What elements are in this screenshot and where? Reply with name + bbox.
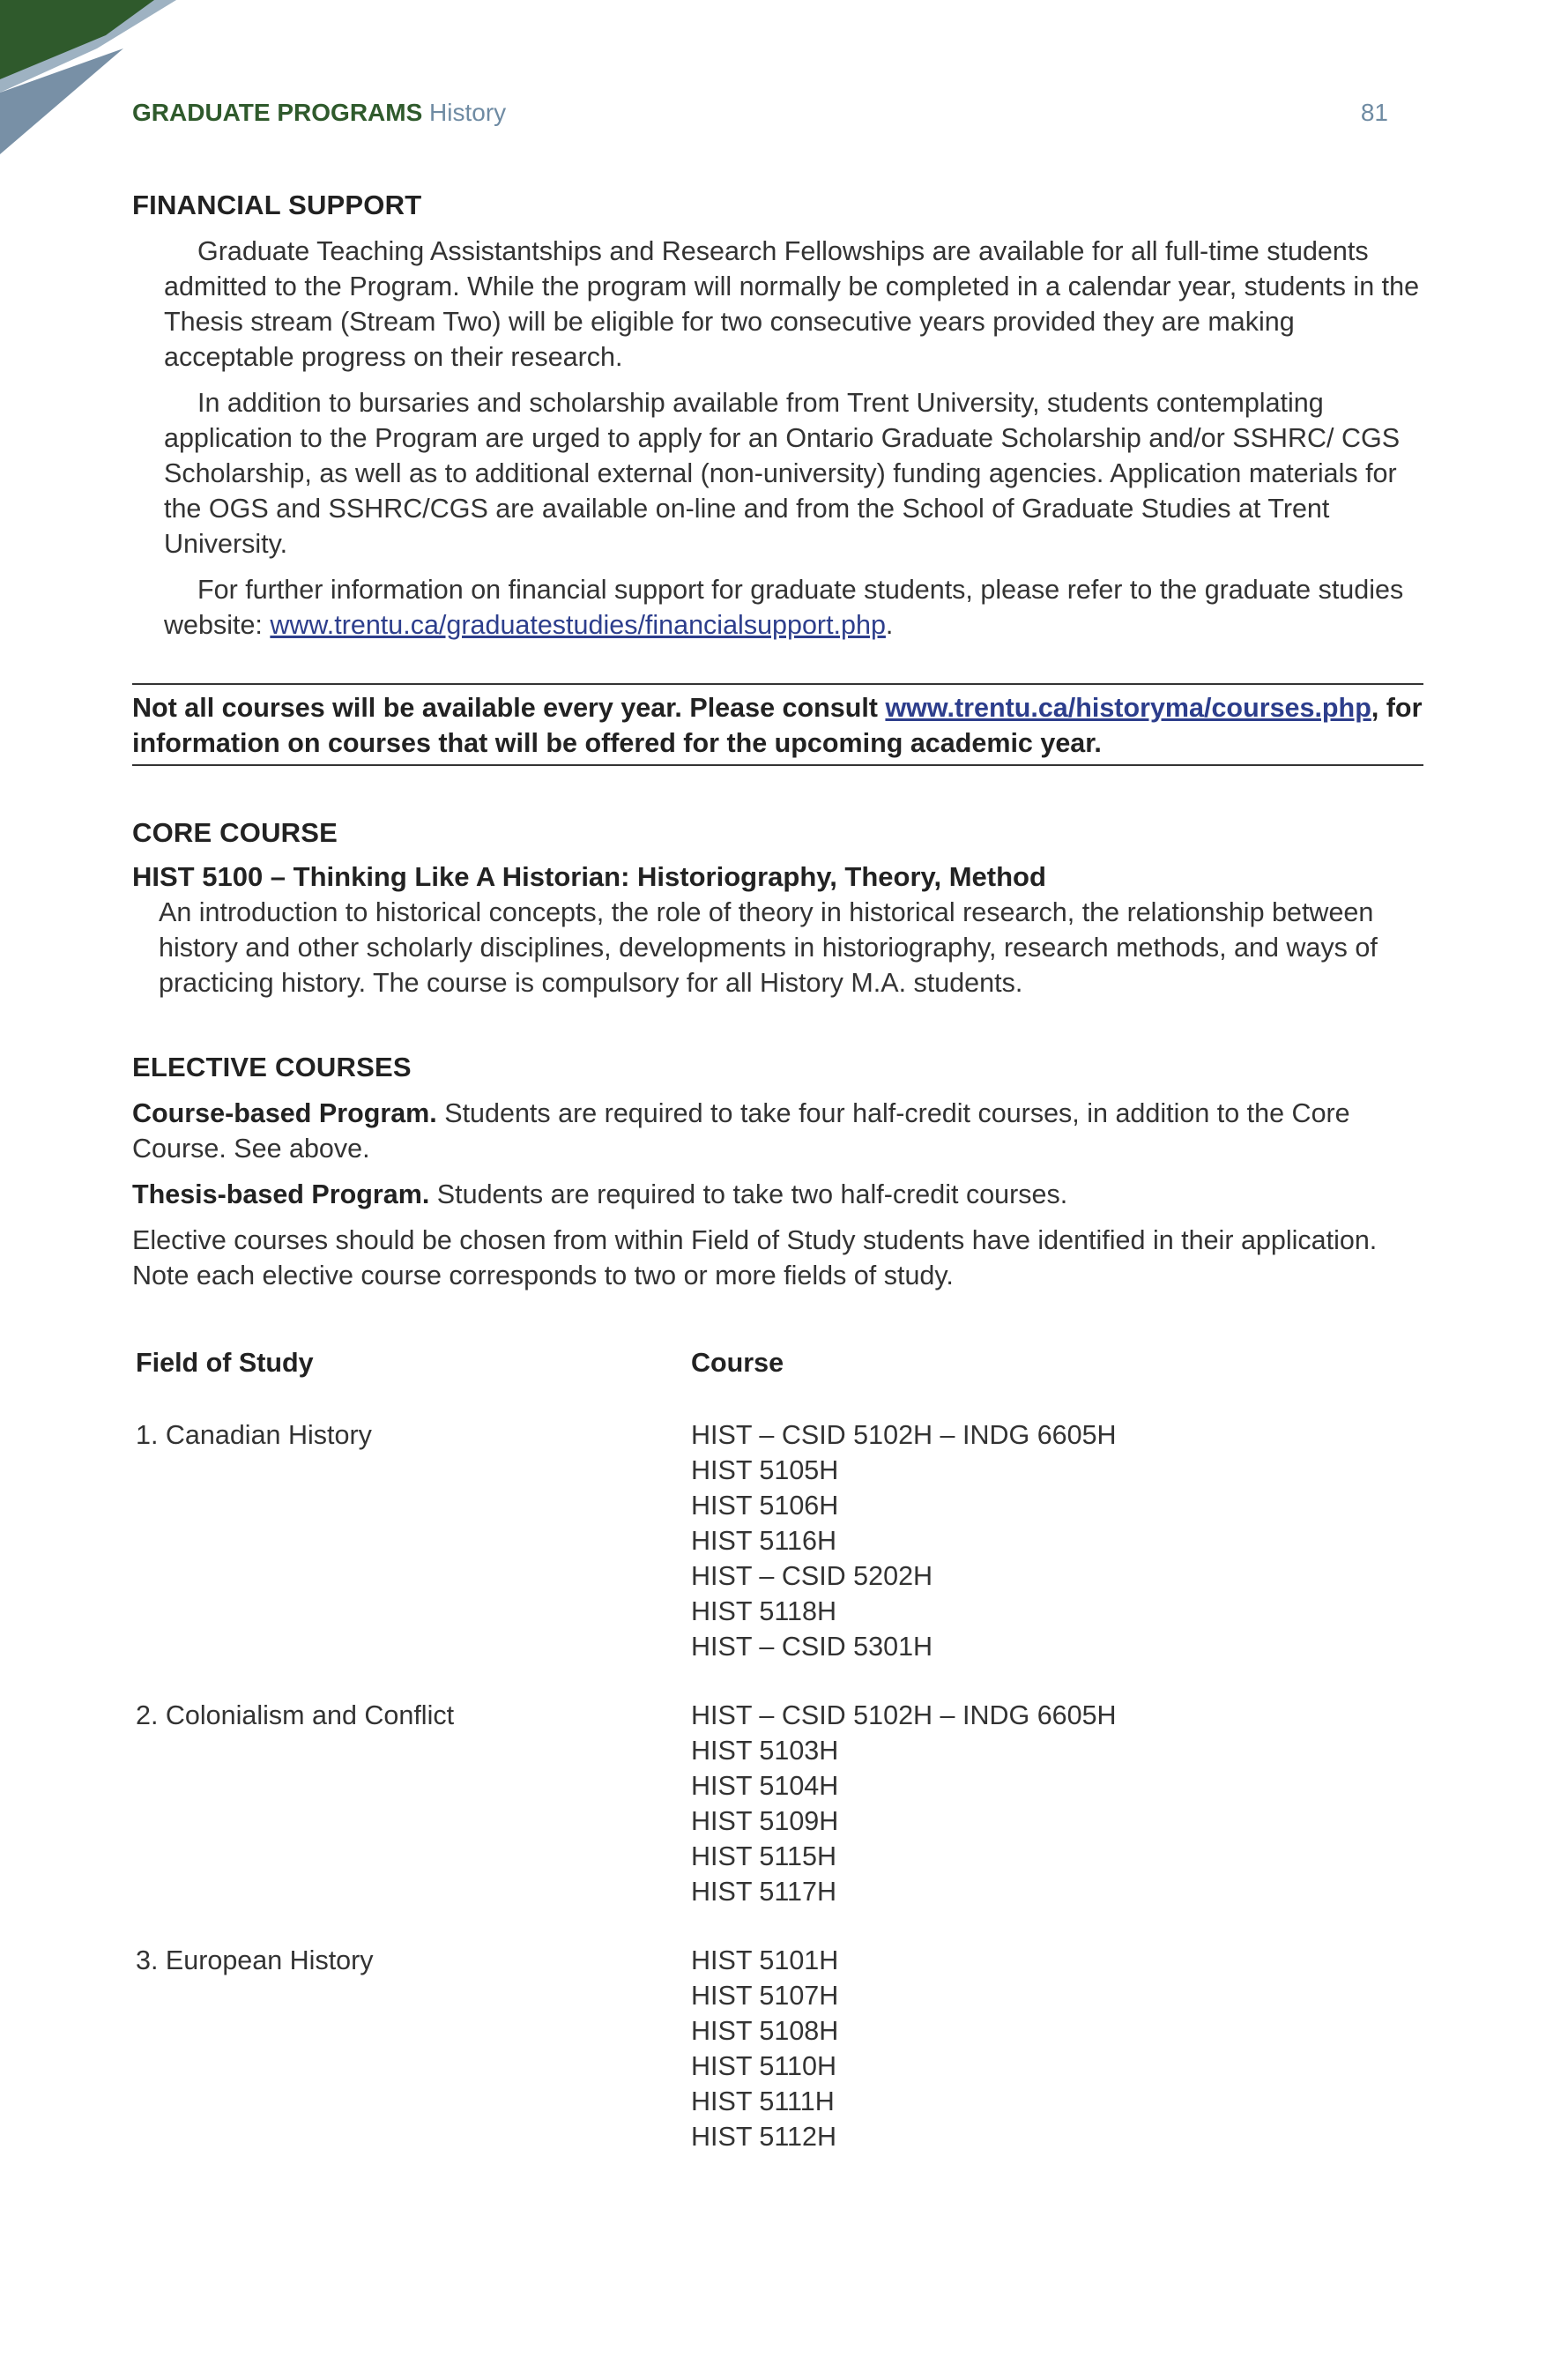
course-code: HIST 5106H	[691, 1491, 839, 1521]
notice-text-2: , for information on courses that will be offered for the upcoming academic year.	[132, 693, 1423, 758]
financial-support-heading: FINANCIAL SUPPORT	[132, 190, 422, 220]
course-list	[687, 1943, 1117, 2154]
page-header	[132, 99, 1388, 134]
course-code: HIST 5116H	[691, 1526, 837, 1556]
course-code: HIST – CSID 5202H	[691, 1561, 933, 1591]
field-name: 2. Colonialism and Conflict	[136, 1700, 455, 1730]
financial-paragraph-2: In addition to bursaries and scholarship available from Trent University, students contemplating application to the Program are urged to apply for an Ontario Graduate Scholarship and/or SSHRC/ CGS Scholarship, as well as to additional external (non-university) funding agencies. Application materials for the OGS and SSHRC/CGS are available on-line and from the School of Graduate Studies at Trent University.	[164, 388, 1401, 559]
table-row	[132, 1943, 1117, 2154]
course-code: HIST – CSID 5102H – INDG 6605H	[691, 1700, 1117, 1730]
elective-note: Elective courses should be chosen from within Field of Study students have identified in their application. Note each elective course corresponds to two or more fields of study.	[132, 1225, 1378, 1290]
financial-support-link[interactable]: www.trentu.ca/graduatestudies/financialsupport.php	[270, 610, 886, 640]
course-code: HIST 5115H	[691, 1841, 837, 1871]
core-course-description: An introduction to historical concepts, the role of theory in historical research, the relationship between history and other scholarly disciplines, developments in historiography, research methods, and ways of practicing history. The course is compulsory for all History M.A. students.	[159, 897, 1378, 998]
elective-courses-heading: ELECTIVE COURSES	[132, 1052, 412, 1082]
thesis-based-program	[132, 1177, 1423, 1212]
course-code: HIST 5104H	[691, 1771, 839, 1801]
course-code: HIST 5101H	[691, 1945, 839, 1975]
course-code: HIST 5112H	[691, 2122, 837, 2152]
course-list	[687, 1698, 1117, 1943]
thesis-based-text: Students are required to take two half-credit courses.	[429, 1179, 1068, 1209]
page-number: 81	[1360, 99, 1388, 126]
field-name: 1. Canadian History	[136, 1420, 372, 1450]
field-name: 3. European History	[136, 1945, 374, 1975]
history-courses-link[interactable]: www.trentu.ca/historyma/courses.php	[885, 693, 1371, 723]
course-code: HIST 5111H	[691, 2086, 835, 2116]
course-code: HIST 5109H	[691, 1806, 839, 1836]
corner-decoration	[0, 0, 247, 167]
table-row	[132, 1698, 1117, 1943]
financial-p3-text: For further information on financial support for graduate students, please refer to the graduate studies website:	[164, 575, 1404, 640]
course-based-text: Students are required to take four half-credit courses, in addition to the Core Course. See above.	[132, 1098, 1350, 1164]
course-availability-notice	[132, 683, 1423, 766]
core-course-heading: CORE COURSE	[132, 817, 338, 848]
course-list	[687, 1417, 1117, 1698]
course-based-program	[132, 1096, 1423, 1166]
course-based-label: Course-based Program.	[132, 1098, 437, 1128]
header-program: GRADUATE PROGRAMS	[132, 99, 423, 126]
course-code: HIST 5117H	[691, 1877, 837, 1907]
core-course-title: HIST 5100 – Thinking Like A Historian: Historiography, Theory, Method	[132, 861, 1046, 892]
course-code: HIST – CSID 5102H – INDG 6605H	[691, 1420, 1117, 1450]
course-code: HIST 5110H	[691, 2051, 837, 2081]
header-subject: History	[429, 99, 507, 126]
course-code: HIST 5107H	[691, 1981, 839, 2011]
course-code: HIST 5108H	[691, 2016, 839, 2046]
course-column-header: Course	[691, 1348, 784, 1378]
course-code: HIST 5105H	[691, 1455, 839, 1485]
fields-of-study-table	[132, 1348, 1117, 2154]
notice-text-1: Not all courses will be available every year. Please consult	[132, 693, 886, 723]
financial-paragraph-3	[164, 572, 1423, 643]
page-content	[132, 190, 1423, 2154]
field-column-header: Field of Study	[136, 1348, 314, 1378]
financial-paragraph-1: Graduate Teaching Assistantships and Research Fellowships are available for all full-time students admitted to the Program. While the program will normally be completed in a calendar year, students in the Thesis stream (Stream Two) will be eligible for two consecutive years provided they are making acceptable progress on their research.	[164, 236, 1420, 372]
course-code: HIST 5118H	[691, 1596, 837, 1626]
financial-p3-end: .	[885, 610, 894, 640]
table-row	[132, 1417, 1117, 1698]
course-code: HIST 5103H	[691, 1736, 839, 1766]
thesis-based-label: Thesis-based Program.	[132, 1179, 430, 1209]
course-code: HIST – CSID 5301H	[691, 1632, 933, 1662]
